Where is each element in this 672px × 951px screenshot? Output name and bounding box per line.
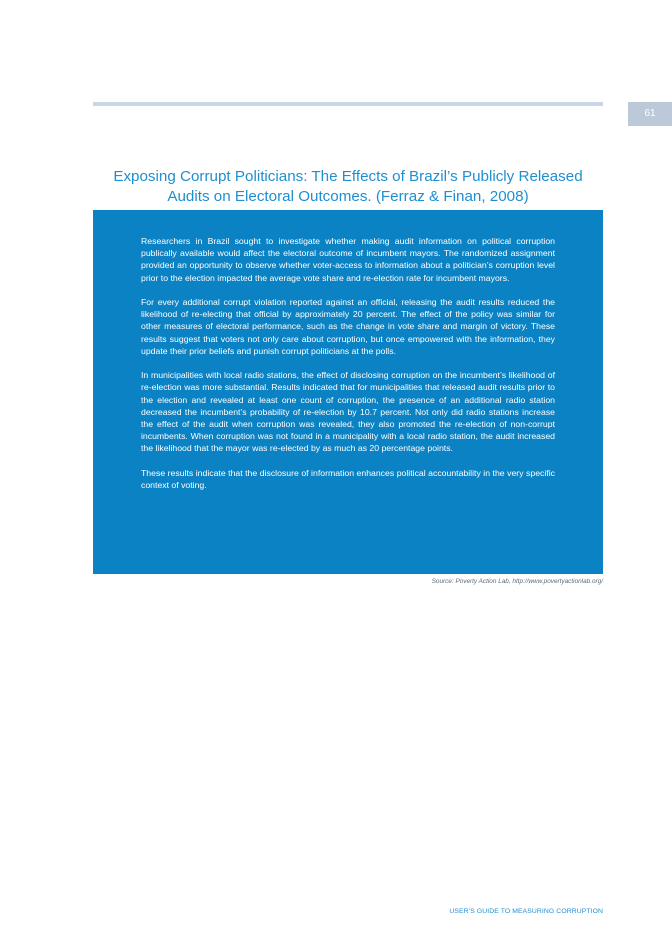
article-title — [93, 167, 603, 207]
header-rule — [93, 102, 603, 106]
running-footer: USER’S GUIDE TO MEASURING CORRUPTION — [449, 908, 603, 915]
paragraph-3: In municipalities with local radio stations, the effect of disclosing corruption on the incumbent’s likelihood of re-election was more substantial. Results indicated that for municipalities that released audit results prior to the election and revealed at least one count of corruption, the presence of an additional radio station decreased the incumbent’s probability of re-election by 10.7 percent. Not only did radio stations increase the effect of the audit when corruption was revealed, they also promoted the re-election of non-corrupt incumbents. When corruption was not found in a municipality with a local radio station, the audit increased the likelihood that the mayor was re-elected by as much as 20 percentage points. — [141, 370, 555, 454]
title-line-1: Exposing Corrupt Politicians: The Effects of Brazil’s Publicly Released — [113, 168, 583, 185]
title-line-2: Audits on Electoral Outcomes. (Ferraz & Finan, 2008) — [167, 188, 529, 205]
paragraph-1: Researchers in Brazil sought to investigate whether making audit information on political corruption publically available would affect the electoral outcome of incumbent mayors. The randomized assignment provided an opportunity to observe whether voter-access to information about a politician’s corruption level prior to the election impacted the average vote share and re-election rate for incumbent mayors. — [141, 236, 555, 283]
case-study-box — [93, 210, 603, 574]
page-number: 61 — [628, 102, 672, 126]
paragraph-4: These results indicate that the disclosure of information enhances political accountability in the very specific context of voting. — [141, 467, 555, 491]
paragraph-2: For every additional corrupt violation reported against an official, releasing the audit results reduced the likelihood of re-electing that official by approximately 20 percent. The effect of the policy was similar for other measures of electoral performance, such as the change in vote share and margin of victory. These results suggest that voters not only care about corruption, but once empowered with the information, they update their prior beliefs and punish corrupt politicians at the polls. — [141, 297, 555, 356]
source-citation: Source: Poverty Action Lab, http://www.povertyactionlab.org/ — [431, 578, 603, 585]
case-study-text — [141, 235, 555, 503]
